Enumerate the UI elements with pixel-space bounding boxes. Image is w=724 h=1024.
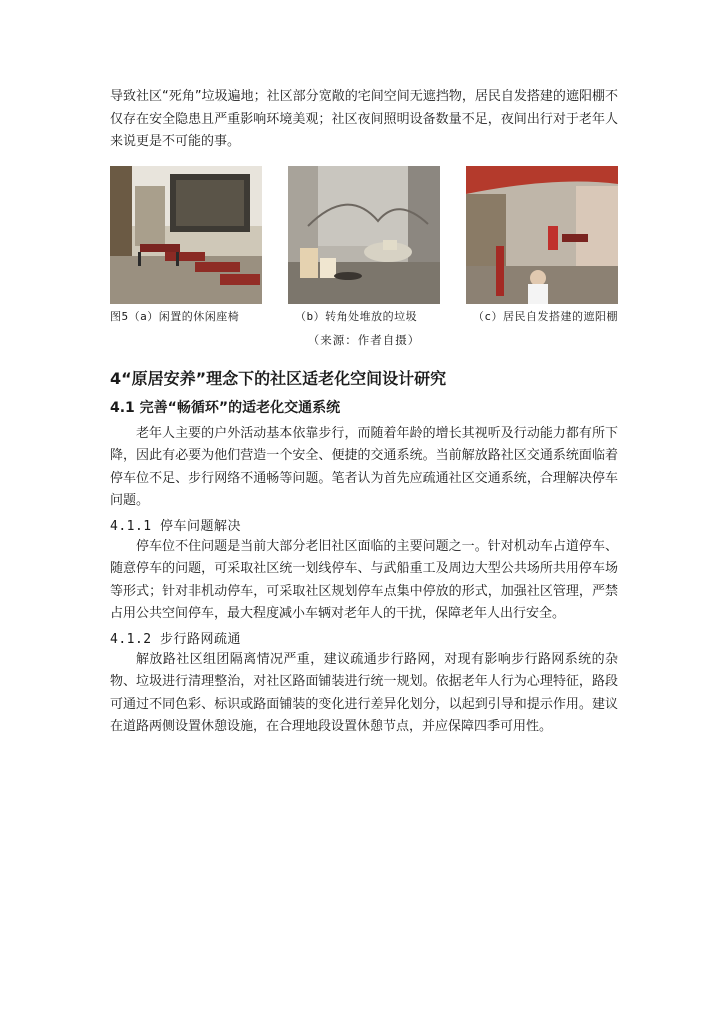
section-4-1-1-title: 4.1.1 停车问题解决 [110, 518, 241, 534]
intro-paragraph: 导致社区“死角”垃圾遍地；社区部分宽敞的宅间空间无遮挡物，居民自发搭建的遮阳棚不仅存在安全隐患且严重影响环境美观；社区夜间照明设备数量不足，夜间出行对于老年人来说更是不可能的事。 [110, 89, 618, 149]
photo-self-built-sunshade [466, 166, 618, 304]
photo-idle-benches [110, 166, 262, 304]
figure-5-photos [110, 166, 618, 304]
section-4-1-2-paragraph: 解放路社区组团隔离情况严重，建议疏通步行路网，对现有影响步行路网系统的杂物、垃圾进行清理整治，对社区路面铺装进行统一规划。依据老年人行为心理特征，路段可通过不同色彩、标识或路面铺装的变化进行差异化划分，以起到引导和提示作用。建议在道路两侧设置休憩设施，在合理地段设置休憩节点，并应保障四季可用性。 [110, 651, 618, 734]
section-4-1-1-paragraph: 停车位不住问题是当前大部分老旧社区面临的主要问题之一。针对机动车占道停车、随意停车的问题，可采取社区统一划线停车、与武船重工及周边大型公共场所共用停车场等形式；针对非机动停车，可采取社区规划停车点集中停放的形式，加强社区管理，严禁占用公共空间停车，最大程度减小车辆对老年人的干扰，保障老年人出行安全。 [110, 538, 618, 621]
section-4-1-title: 4.1 完善“畅循环”的适老化交通系统 [110, 399, 341, 416]
figure-captions [110, 308, 618, 324]
document-page [110, 86, 618, 739]
section-4-title: 4“原居安养”理念下的社区适老化空间设计研究 [110, 368, 447, 388]
figure-source: （来源：作者自摄） [307, 332, 421, 347]
caption-a: 图5（a）闲置的休闲座椅 [110, 309, 240, 323]
photo-corner-garbage [288, 166, 440, 304]
caption-b: （b）转角处堆放的垃圾 [295, 309, 418, 323]
caption-c: （c）居民自发搭建的遮阳棚 [472, 309, 618, 323]
section-4-1-2-title: 4.1.2 步行路网疏通 [110, 631, 241, 647]
section-4-1-paragraph: 老年人主要的户外活动基本依靠步行，而随着年龄的增长其视听及行动能力都有所下降，因此有必要为他们营造一个安全、便捷的交通系统。当前解放路社区交通系统面临着停车位不足、步行网络不通畅等问题。笔者认为首先应疏通社区交通系统，合理解决停车问题。 [110, 425, 618, 508]
